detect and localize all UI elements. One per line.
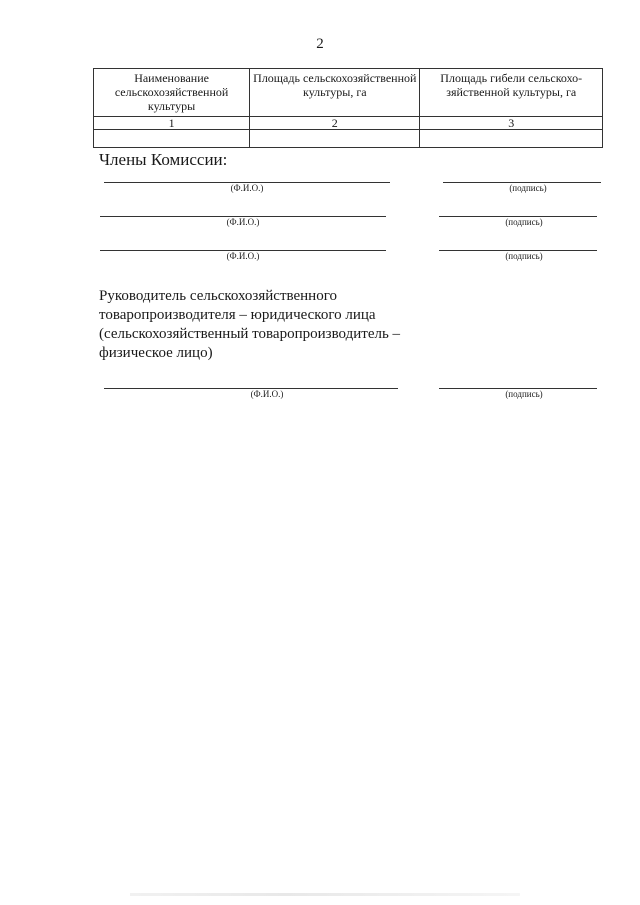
scan-artifact: [130, 893, 520, 896]
head-title-line: (сельскохозяйственный товаропроизводитель –: [99, 326, 401, 342]
table-cell[interactable]: [94, 130, 250, 148]
page-number: 2: [316, 36, 324, 52]
commission-title: Члены Комиссии:: [99, 150, 228, 169]
member-name-caption: (Ф.И.О.): [230, 183, 264, 193]
head-signature-caption: (подпись): [505, 389, 543, 399]
crop-damage-table: [93, 68, 603, 148]
member-name-caption: (Ф.И.О.): [226, 251, 260, 261]
table-cell[interactable]: [250, 130, 420, 148]
table-cell[interactable]: [420, 130, 603, 148]
column-number: 1: [94, 117, 250, 130]
head-title-line: Руководитель сельскохозяйственного: [99, 288, 337, 304]
member-signature-caption: (подпись): [509, 183, 547, 193]
table-column-numbers-row: [94, 117, 603, 130]
head-title-line: товаропроизводителя – юридического лица: [99, 307, 376, 323]
member-name-caption: (Ф.И.О.): [226, 217, 260, 227]
header-crop-area: Площадь сельскохозяйственной культуры, га: [250, 69, 420, 117]
member-signature-caption: (подпись): [505, 217, 543, 227]
head-title-block: [99, 287, 400, 363]
column-number: 3: [420, 117, 603, 130]
table-row: [94, 130, 603, 148]
table-header-row: [94, 69, 603, 117]
head-name-caption: (Ф.И.О.): [250, 389, 284, 399]
head-title-line: физическое лицо): [99, 345, 213, 361]
member-signature-caption: (подпись): [505, 251, 543, 261]
column-number: 2: [250, 117, 420, 130]
header-crop-name: Наименование сельскохозяйственной культуры: [94, 69, 250, 117]
header-loss-area: Площадь гибели сельскохо-зяйственной культуры, га: [420, 69, 603, 117]
